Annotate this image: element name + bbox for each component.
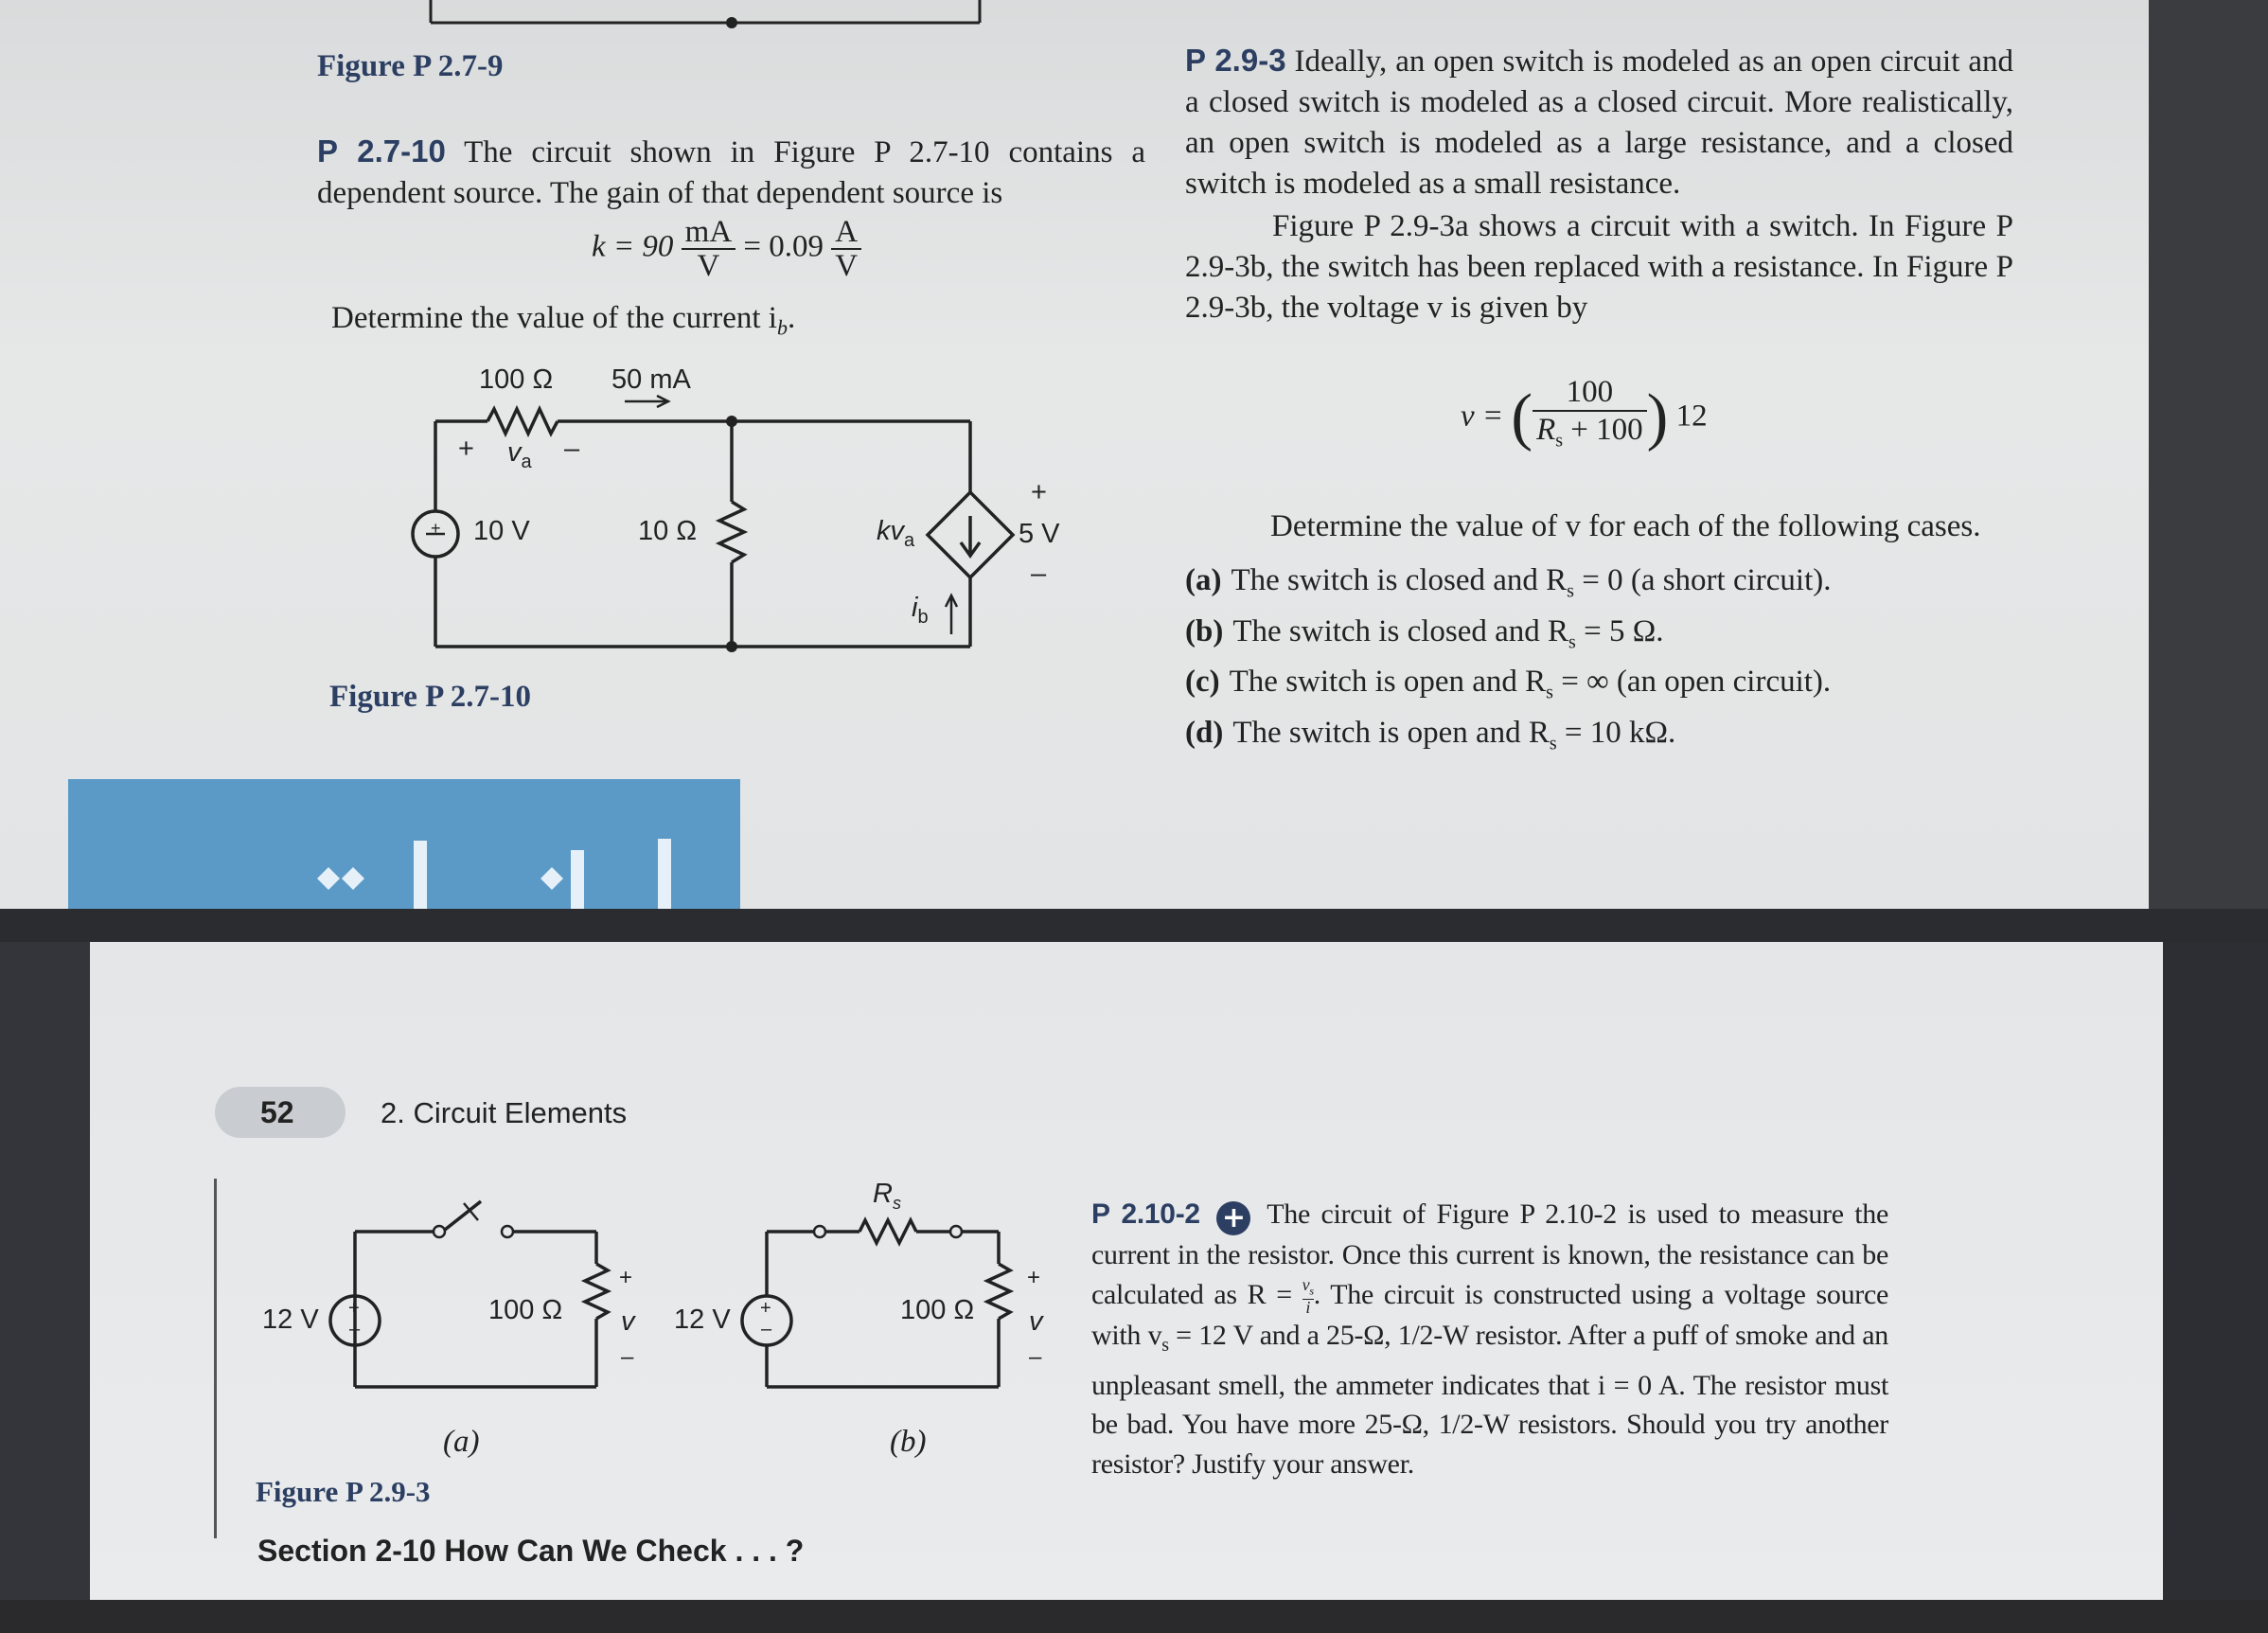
label-12v-b: 12 V [674,1305,731,1335]
problem-number: P 2.7-10 [317,133,446,169]
plus-circle-icon: + [1216,1201,1250,1235]
label-100-ohm-b: 100 Ω [900,1295,975,1325]
problem-2-9-3 [1185,40,2013,204]
eq-tail: 12 [1675,399,1708,434]
case-text: The switch is open and $R_s$ = ∞ (an open circuit). [1229,665,1832,703]
label-ib: $i_b$ [912,593,929,628]
circuit-2-9-3-b [738,1188,1060,1396]
eq-lhs: k = 90 [592,229,674,264]
chapter-title: 2. Circuit Elements [381,1096,628,1129]
figure-caption-2-7-9: Figure P 2.7-9 [317,49,504,83]
eq-frac-1 [682,216,736,282]
label-src-plus-b: + [760,1298,771,1319]
case-item [1185,612,2037,663]
label-100-ohm-a: 100 Ω [488,1295,563,1325]
problem-2-9-3-para-2: Figure P 2.9-3a shows a circuit with a switch. In Figure P 2.9-3b, the switch has been replaced with a resistance. In Figure P 2.9-3b, the voltage v is given by [1185,209,2013,325]
ask-end: . [787,301,796,335]
problem-number: P 2.10-2 [1091,1198,1200,1230]
case-text: The switch is closed and $R_s = 0$ (a short circuit). [1231,563,1832,602]
right-margin-dark-lower [2163,942,2268,1600]
eq-mid: = 0.09 [743,229,824,264]
label-5v: 5 V [1019,519,1060,549]
problem-number: P 2.9-3 [1185,43,1286,78]
label-rs-b: $R_s$ [873,1179,901,1213]
problem-2-9-3-ask: Determine the value of v for each of the following cases. [1270,509,1981,543]
label-5v-plus: + [1031,477,1047,507]
case-text: The switch is open and $R_s = 10$ kΩ. [1232,715,1676,754]
eq-lhs: v = [1461,399,1504,434]
vsrc-plus: + [431,519,441,538]
margin-rule [214,1179,217,1538]
section-heading: Section 2-10 How Can We Check . . . ? [257,1534,805,1568]
eq-den2: V [835,249,859,283]
circuit-2-7-10 [407,360,1070,663]
label-src-minus-b: – [761,1319,772,1340]
label-va: $v_a$ [507,437,532,472]
problem-2-10-2: P 2.10-2 + The circuit of Figure P 2.10-2 is used to measure the current in the resistor. Once this current is known, the resistance can be calculated as R = $\frac{v_s}{i}$ . The circuit is constructed using a voltage source with $v_s = 12$ V and a 25-Ω, 1/2-W resistor. After a puff of smoke and an unpleasant smell, the ammeter indicates that i = 0 A. The resistor must be bad. You have more 25-Ω, 1/2-W resistors. Should you try another resistor? Justify your answer. [1091,1198,1889,1480]
page-divider [0,909,2268,942]
label-v-plus-a: + [619,1265,633,1290]
page-number: 52 [260,1095,294,1129]
ask-text: Determine the value of the current i [331,301,777,335]
case-item [1185,713,2037,764]
ask-sub: b [776,315,788,340]
case-label: (a) [1185,563,1222,597]
paren-left: ( [1511,380,1533,453]
label-12v-a: 12 V [262,1305,319,1335]
case-label: (b) [1185,613,1224,648]
subfigure-label-b: (b) [890,1425,927,1459]
problem-2-7-10 [317,131,1145,214]
figure-caption-2-7-10: Figure P 2.7-10 [329,680,531,714]
label-va-plus: + [458,434,474,464]
case-label: (c) [1185,665,1220,700]
banner-decoration [308,824,686,909]
problem-text: The circuit shown in Figure P 2.7-10 contains a dependent source. The gain of that dependent source is [317,135,1145,210]
label-v-minus-b: – [1029,1344,1042,1370]
circuit-2-9-3-a [312,1188,672,1396]
voltage-equation [1461,374,1708,459]
label-5v-minus: – [1031,559,1047,589]
label-v-a: v [621,1306,635,1337]
left-margin-dark [0,942,90,1600]
vs-over-i-fraction: $\frac{v_s}{i}$ [1302,1274,1314,1318]
gain-equation [592,216,861,282]
label-v-b: v [1029,1306,1043,1337]
label-100-ohm: 100 Ω [479,364,554,395]
label-10-ohm: 10 Ω [638,516,697,546]
problem-2-7-10-ask [331,298,795,348]
case-list [1185,560,2037,763]
bottom-edge [0,1600,2268,1633]
right-margin-dark [2149,0,2268,909]
eq-num1: mA [682,216,736,250]
subfigure-label-a: (a) [443,1425,480,1459]
label-v-plus-b: + [1027,1265,1041,1290]
case-text: The switch is closed and $R_s = 5$ Ω. [1232,613,1664,653]
case-label: (d) [1185,715,1224,750]
label-va-minus: – [564,434,580,464]
label-50-ma: 50 mA [611,364,691,395]
eq-fraction: $\frac{100}{R_s + 100}$ [1533,374,1647,459]
problem-para-1: Ideally, an open switch is modeled as an open circuit and a closed switch is modeled as a closed circuit. More realistically, an open switch is modeled as a large resistance, and a closed switch is modeled as a small resistance. [1185,44,2013,201]
case-item [1185,560,2037,612]
label-10-v: 10 V [473,516,530,546]
previous-figure-remnant [431,0,980,28]
eq-frac-2 [831,216,861,282]
eq-den1: V [697,249,720,283]
label-v-minus-a: – [621,1344,634,1370]
case-item [1185,662,2037,713]
figure-caption-2-9-3: Figure P 2.9-3 [256,1475,431,1508]
paren-right: ) [1646,380,1669,453]
eq-num2: A [831,216,861,250]
label-kva: $kv_a$ [877,516,915,551]
label-src-plus-a: + [348,1298,360,1319]
label-src-minus-a: – [349,1319,361,1340]
